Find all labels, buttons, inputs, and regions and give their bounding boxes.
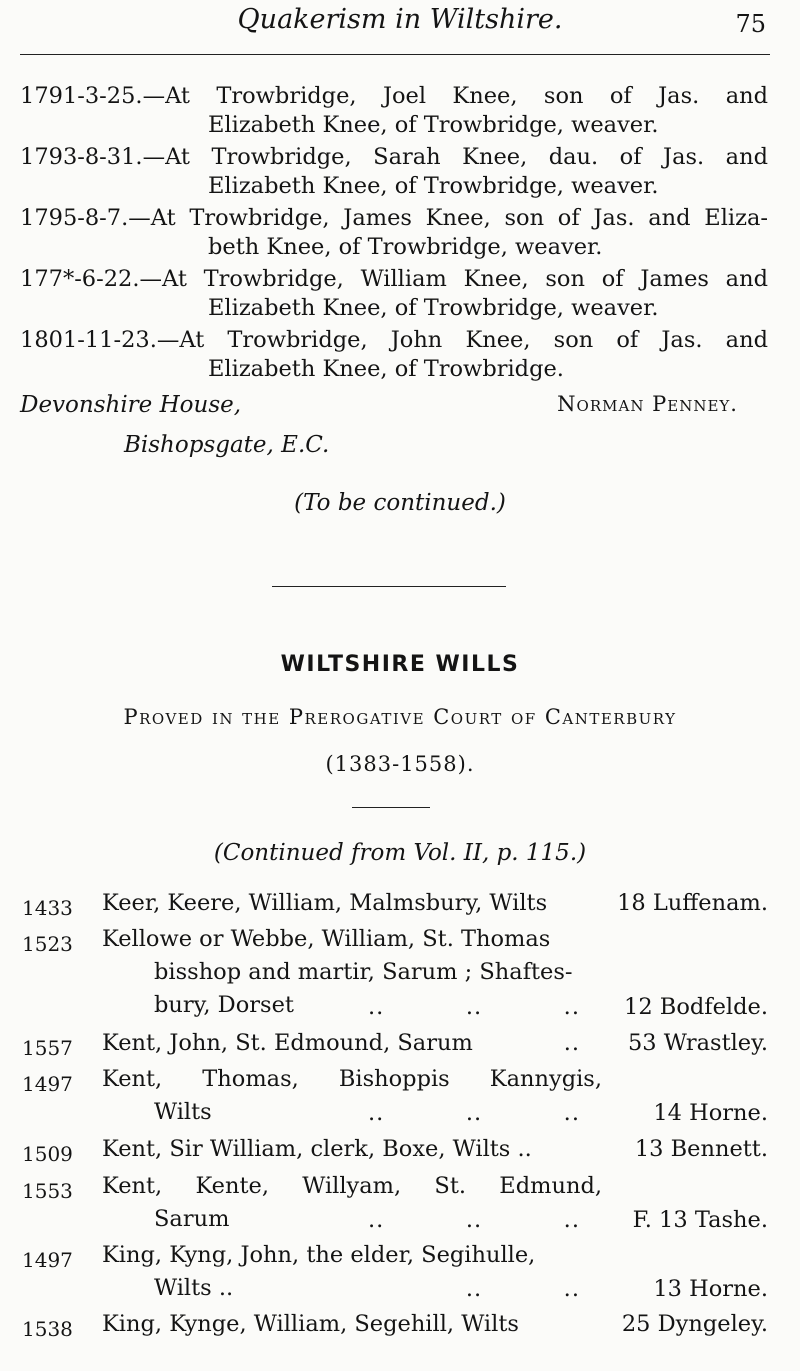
will-year: 1509 bbox=[22, 1142, 73, 1166]
will-entry bbox=[22, 1239, 770, 1305]
continued-from-note: (Continued from Vol. II, p. 115.) bbox=[213, 840, 587, 866]
will-line: Wilts bbox=[154, 1099, 212, 1125]
will-year: 1497 bbox=[22, 1072, 73, 1096]
will-reference: 12 Bodfelde. bbox=[624, 994, 768, 1020]
entry-line: 1793-8-31.—At Trowbridge, Sarah Knee, dau. of Jas. and bbox=[20, 144, 768, 170]
will-line: Kent, Thomas, Bishoppis Kannygis, bbox=[102, 1066, 602, 1092]
signature-address-line2: Bishopsgate, E.C. bbox=[124, 432, 330, 458]
signature-address-line1: Devonshire House, bbox=[20, 392, 242, 418]
header-rule bbox=[20, 54, 770, 55]
will-reference: 18 Luffenam. bbox=[617, 890, 768, 916]
birth-entry bbox=[20, 265, 768, 323]
entry-line: 1795-8-7.—At Trowbridge, James Knee, son of Jas. and Eliza- bbox=[20, 205, 768, 231]
will-entry bbox=[22, 1133, 770, 1166]
will-reference: 25 Dyngeley. bbox=[621, 1311, 768, 1337]
page-number: 75 bbox=[735, 10, 766, 38]
will-reference: 13 Bennett. bbox=[634, 1136, 768, 1162]
will-reference: 53 Wrastley. bbox=[627, 1030, 768, 1056]
will-line: bury, Dorset bbox=[154, 992, 294, 1018]
will-entry bbox=[22, 1063, 770, 1129]
entry-line: 1791-3-25.—At Trowbridge, Joel Knee, son of Jas. and bbox=[20, 83, 768, 109]
will-line: Kent, Sir William, clerk, Boxe, Wilts .. bbox=[102, 1136, 532, 1162]
will-year: 1553 bbox=[22, 1179, 73, 1203]
leader-dots: .. .. bbox=[465, 1276, 580, 1302]
running-header-title: Quakerism in Wiltshire. bbox=[237, 4, 563, 35]
will-entry bbox=[22, 887, 770, 920]
will-line: Kellowe or Webbe, William, St. Thomas bbox=[102, 926, 551, 952]
will-entry bbox=[22, 923, 770, 1023]
section-title: WILTSHIRE WILLS bbox=[280, 652, 520, 677]
entry-line: Elizabeth Knee, of Trowbridge, weaver. bbox=[208, 173, 659, 199]
will-year: 1497 bbox=[22, 1248, 73, 1272]
will-line: King, Kyng, John, the elder, Segihulle, bbox=[102, 1242, 536, 1268]
to-be-continued-note: (To be continued.) bbox=[294, 490, 506, 516]
will-year: 1523 bbox=[22, 932, 73, 956]
signature-name: Norman Penney. bbox=[557, 392, 738, 416]
leader-dots: .. .. .. bbox=[368, 994, 580, 1020]
will-line: Kent, John, St. Edmound, Sarum bbox=[102, 1030, 473, 1056]
will-year: 1433 bbox=[22, 896, 73, 920]
entry-line: 177*-6-22.—At Trowbridge, William Knee, son of James and bbox=[20, 266, 768, 292]
section-divider bbox=[272, 586, 506, 587]
leader-dots: .. .. .. bbox=[368, 1100, 580, 1126]
birth-entry bbox=[20, 82, 768, 140]
birth-entry bbox=[20, 204, 768, 262]
will-line: Keer, Keere, William, Malmsbury, Wilts bbox=[102, 890, 548, 916]
will-entry bbox=[22, 1170, 770, 1236]
entry-line: Elizabeth Knee, of Trowbridge, weaver. bbox=[208, 112, 659, 138]
will-reference: 13 Horne. bbox=[653, 1276, 768, 1302]
section-years: (1383-1558). bbox=[325, 752, 475, 776]
will-year: 1538 bbox=[22, 1317, 73, 1341]
will-year: 1557 bbox=[22, 1036, 73, 1060]
entry-line: Elizabeth Knee, of Trowbridge. bbox=[208, 356, 564, 382]
entry-line: beth Knee, of Trowbridge, weaver. bbox=[208, 234, 603, 260]
will-line: King, Kynge, William, Segehill, Wilts bbox=[102, 1311, 519, 1337]
will-line: bisshop and martir, Sarum ; Shaftes- bbox=[154, 959, 573, 985]
entry-line: Elizabeth Knee, of Trowbridge, weaver. bbox=[208, 295, 659, 321]
birth-entry bbox=[20, 143, 768, 201]
short-divider bbox=[352, 807, 430, 808]
birth-entry bbox=[20, 326, 768, 384]
will-reference: F. 13 Tashe. bbox=[632, 1207, 768, 1233]
will-entry bbox=[22, 1308, 770, 1341]
entry-line: 1801-11-23.—At Trowbridge, John Knee, son of Jas. and bbox=[20, 327, 768, 353]
will-line: Kent, Kente, Willyam, St. Edmund, bbox=[102, 1173, 602, 1199]
section-subtitle: Proved in the Prerogative Court of Canterbury bbox=[123, 705, 677, 729]
will-entry bbox=[22, 1027, 770, 1060]
will-line: Wilts .. bbox=[154, 1275, 234, 1301]
leader-dots: .. .. .. bbox=[368, 1207, 580, 1233]
will-line: Sarum bbox=[154, 1206, 230, 1232]
leader-dots: .. bbox=[563, 1030, 580, 1056]
will-reference: 14 Horne. bbox=[653, 1100, 768, 1126]
